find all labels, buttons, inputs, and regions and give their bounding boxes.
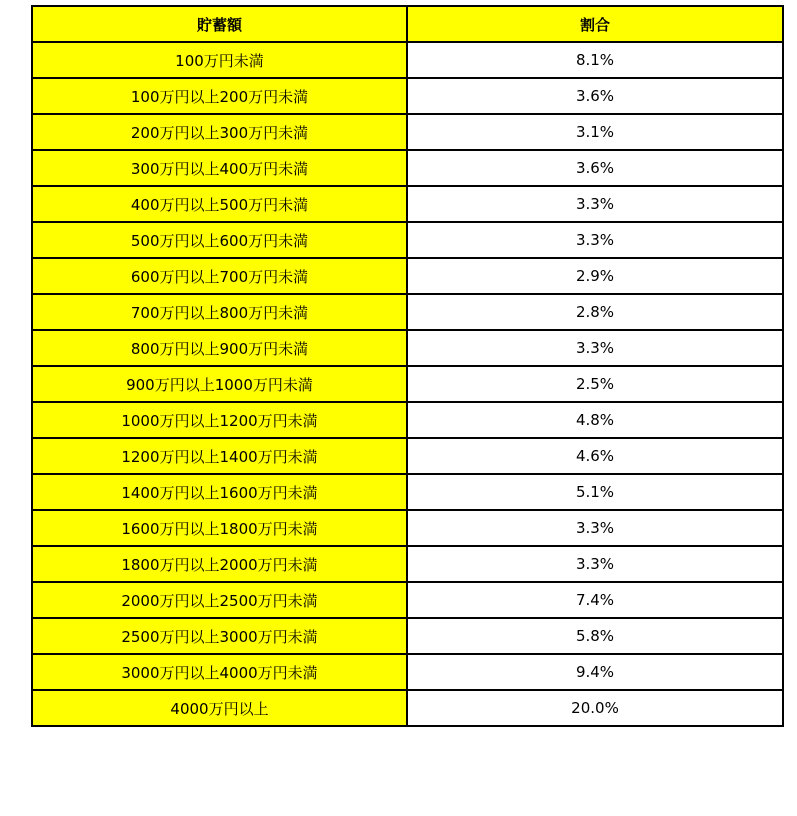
table-row [32, 402, 783, 438]
row-label: 4000万円以上 [32, 690, 407, 726]
row-value: 8.1% [407, 42, 783, 78]
header-savings-amount: 貯蓄額 [32, 6, 407, 42]
table-row [32, 222, 783, 258]
table-row [32, 510, 783, 546]
row-value: 3.3% [407, 186, 783, 222]
row-value: 4.6% [407, 438, 783, 474]
row-value: 20.0% [407, 690, 783, 726]
row-value: 3.3% [407, 546, 783, 582]
row-label: 900万円以上1000万円未満 [32, 366, 407, 402]
row-value: 3.3% [407, 222, 783, 258]
table-row [32, 474, 783, 510]
table-row [32, 690, 783, 726]
row-value: 9.4% [407, 654, 783, 690]
row-value: 3.3% [407, 510, 783, 546]
row-value: 3.3% [407, 330, 783, 366]
table-row [32, 582, 783, 618]
savings-table-container [31, 5, 782, 727]
row-value: 4.8% [407, 402, 783, 438]
row-label: 100万円以上200万円未満 [32, 78, 407, 114]
table-row [32, 294, 783, 330]
table-row [32, 78, 783, 114]
row-label: 800万円以上900万円未満 [32, 330, 407, 366]
row-label: 1400万円以上1600万円未満 [32, 474, 407, 510]
table-row [32, 150, 783, 186]
row-label: 100万円未満 [32, 42, 407, 78]
row-label: 200万円以上300万円未満 [32, 114, 407, 150]
row-value: 2.5% [407, 366, 783, 402]
row-label: 3000万円以上4000万円未満 [32, 654, 407, 690]
header-ratio: 割合 [407, 6, 783, 42]
row-label: 1800万円以上2000万円未満 [32, 546, 407, 582]
table-row [32, 42, 783, 78]
table-row [32, 186, 783, 222]
row-value: 5.8% [407, 618, 783, 654]
row-value: 2.9% [407, 258, 783, 294]
table-row [32, 438, 783, 474]
table-row [32, 258, 783, 294]
table-row [32, 114, 783, 150]
row-value: 7.4% [407, 582, 783, 618]
row-value: 2.8% [407, 294, 783, 330]
row-label: 1000万円以上1200万円未満 [32, 402, 407, 438]
savings-distribution-table [31, 5, 784, 727]
row-label: 400万円以上500万円未満 [32, 186, 407, 222]
table-row [32, 366, 783, 402]
table-body [32, 42, 783, 726]
row-value: 3.6% [407, 150, 783, 186]
row-label: 1600万円以上1800万円未満 [32, 510, 407, 546]
row-label: 500万円以上600万円未満 [32, 222, 407, 258]
row-label: 600万円以上700万円未満 [32, 258, 407, 294]
table-header-row [32, 6, 783, 42]
row-value: 3.1% [407, 114, 783, 150]
row-label: 2500万円以上3000万円未満 [32, 618, 407, 654]
table-row [32, 654, 783, 690]
table-row [32, 618, 783, 654]
row-value: 5.1% [407, 474, 783, 510]
table-row [32, 330, 783, 366]
table-row [32, 546, 783, 582]
row-label: 2000万円以上2500万円未満 [32, 582, 407, 618]
row-label: 1200万円以上1400万円未満 [32, 438, 407, 474]
row-value: 3.6% [407, 78, 783, 114]
row-label: 700万円以上800万円未満 [32, 294, 407, 330]
row-label: 300万円以上400万円未満 [32, 150, 407, 186]
